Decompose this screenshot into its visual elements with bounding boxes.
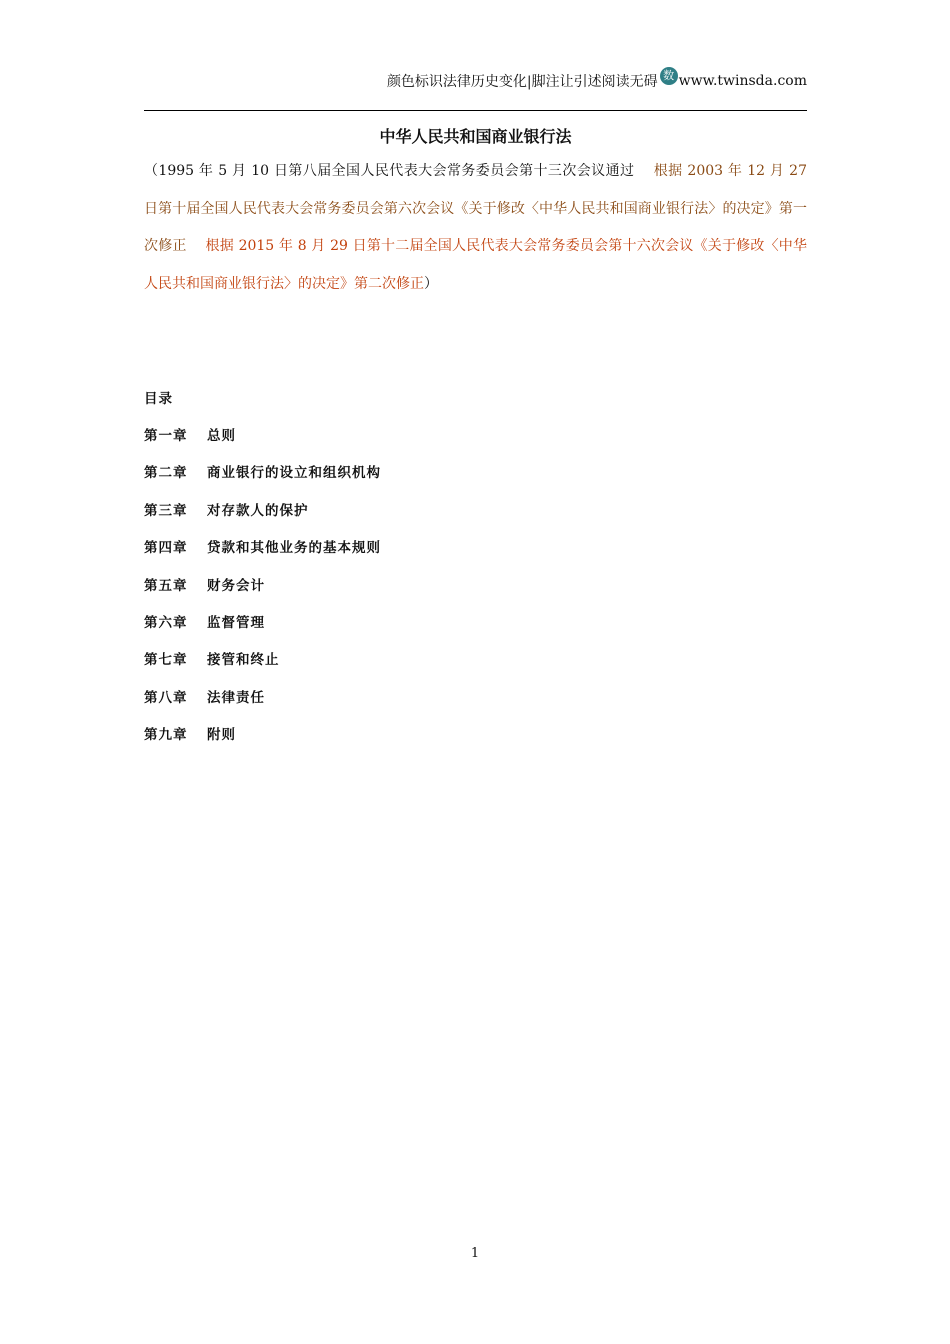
toc-item[interactable] bbox=[144, 723, 381, 760]
page-header bbox=[387, 68, 807, 94]
chapter-title: 法律责任 bbox=[207, 689, 265, 706]
amendment-2015: 根据 2015 年 8 月 29 日第十二届全国人民代表大会常务委员会第十六次会议《关于修改〈中华人民共和国商业银行法〉的决定》第二次修正 bbox=[144, 238, 808, 292]
chapter-number: 第四章 bbox=[144, 540, 188, 557]
chapter-number: 第五章 bbox=[144, 577, 188, 594]
toc-item[interactable] bbox=[144, 648, 381, 685]
toc-item[interactable] bbox=[144, 424, 381, 461]
chapter-title: 总则 bbox=[207, 428, 236, 444]
header-url[interactable]: www.twinsda.com bbox=[678, 73, 807, 89]
toc-heading: 目录 bbox=[144, 391, 173, 407]
chapter-number: 第三章 bbox=[144, 502, 188, 519]
chapter-number: 第六章 bbox=[144, 614, 188, 631]
enactment-close: ） bbox=[424, 275, 438, 292]
chapter-title: 商业银行的设立和组织机构 bbox=[207, 465, 381, 482]
chapter-number: 第一章 bbox=[144, 428, 188, 444]
header-rule bbox=[144, 110, 807, 111]
chapter-title: 附则 bbox=[207, 727, 236, 744]
chapter-number: 第七章 bbox=[144, 652, 188, 669]
document-title: 中华人民共和国商业银行法 bbox=[379, 127, 572, 146]
amendment-2003: 根据 2003 年 12 月 27 日第十届全国人民代表大会常务委员会第六次会议《关于修改〈中华人民共和国商业银行法〉的决定》第一次修正 bbox=[144, 163, 807, 254]
enactment-original: （1995 年 5 月 10 日第八届全国人民代表大会常务委员会第十三次会议通过 bbox=[144, 163, 635, 179]
toc-item[interactable] bbox=[144, 536, 381, 573]
chapter-number: 第二章 bbox=[144, 465, 188, 482]
toc-item[interactable] bbox=[144, 686, 381, 723]
header-tagline: 颜色标识法律历史变化|脚注让引述阅读无碍 bbox=[386, 74, 658, 90]
chapter-title: 财务会计 bbox=[207, 577, 265, 594]
chapter-number: 第八章 bbox=[144, 689, 188, 706]
toc-item[interactable] bbox=[144, 611, 381, 648]
chapter-number: 第九章 bbox=[144, 727, 188, 744]
enactment-note bbox=[144, 153, 807, 303]
page-number: 1 bbox=[470, 1246, 480, 1261]
toc-item[interactable] bbox=[144, 499, 381, 536]
twinsda-logo-icon: 数 bbox=[660, 67, 678, 85]
toc-item[interactable] bbox=[144, 574, 381, 611]
chapter-title: 贷款和其他业务的基本规则 bbox=[207, 540, 381, 557]
chapter-title: 监督管理 bbox=[207, 614, 265, 631]
chapter-title: 接管和终止 bbox=[207, 652, 280, 669]
table-of-contents bbox=[144, 424, 381, 761]
chapter-title: 对存款人的保护 bbox=[207, 502, 309, 519]
toc-item[interactable] bbox=[144, 461, 381, 498]
